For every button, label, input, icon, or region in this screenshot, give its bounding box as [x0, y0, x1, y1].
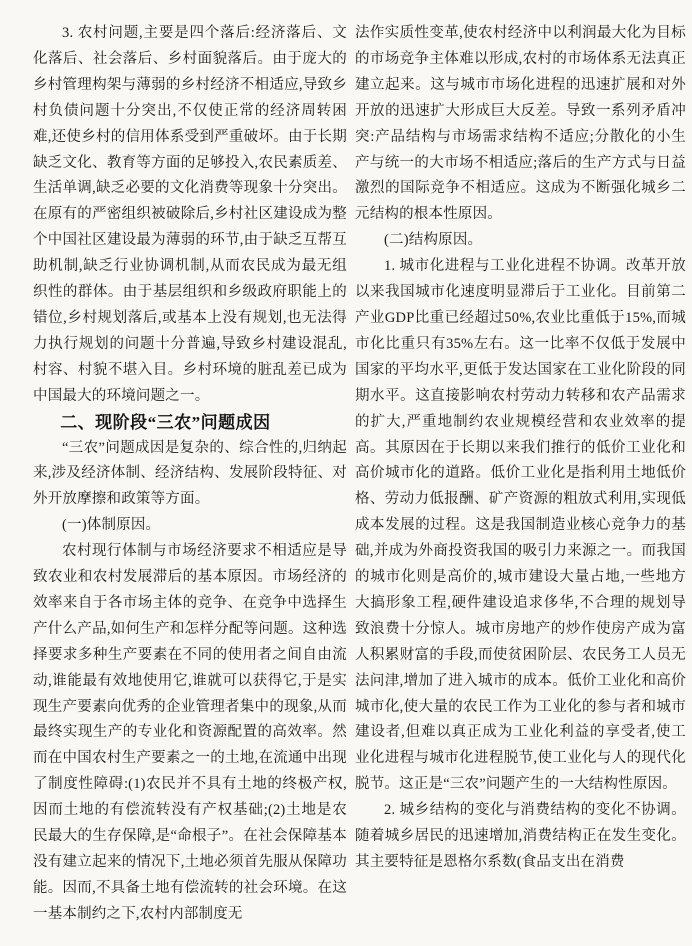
two-column-text-layout [33, 21, 686, 928]
section-heading: 二、现阶段“三农”问题成因 [60, 412, 271, 432]
paragraph: 1. 城市化进程与工业化进程不协调。改革开放以来我国城市化速度明显滞后于工业化。目前第二产业GDP比重已经超过50%,农业比重低于15%,而城市化比重只有35%左右。这一比率不仅低于发展中国家的平均水平,更低于发达国家在工业化阶段的同期水平。这直接影响农村劳动力转移和农产品需求的扩大,严重地制约农业规模经营和农业效率的提高。其原因在于长期以来我们推行的低价工业化和高价城市化的道路。低价工业化是指利用土地低价格、劳动力低报酬、矿产资源的粗放式利用,实现低成本发展的过程。这是我国制造业核心竞争力的基础,并成为外商投资我国的吸引力来源之一。而我国的城市化则是高价的,城市建设大量占地,一些地方大搞形象工程,硬件建设追求侈华,不合理的规划导致浪费十分惊人。城市房地产的炒作使房产成为富人积累财富的手段,而使贫困阶层、农民务工人员无法问津,增加了进入城市的成本。低价工业化和高价城市化,使大量的农民工作为工业化的参与者和城市建设者,但难以真正成为工业化利益的享受者,使工业化进程与城市化进程脱节,使工业化与人的现代化脱节。这正是“三农”问题产生的一大结构性原因。 [355, 258, 686, 793]
paragraph: “三农”问题成因是复杂的、综合性的,归纳起来,涉及经济体制、经济结构、发展阶段特征、对外开放摩擦和政策等方面。 [33, 439, 347, 508]
paragraph: (一)体制原因。 [62, 517, 161, 534]
paragraph: (二)结构原因。 [384, 232, 483, 249]
paragraph: 2. 城乡结构的变化与消费结构的变化不协调。随着城乡居民的迅速增加,消费结构正在发生变化。其主要特征是恩格尔系数(食品支出在消费 [355, 802, 686, 870]
paragraph: 3. 农村问题,主要是四个落后:经济落后、文化落后、社会落后、乡村面貌落后。由于庞大的乡村管理构架与薄弱的乡村经济不相适应,导致乡村负债问题十分突出,不仅使正常的经济周转困难,还使乡村的信用体系受到严重破坏。由于长期缺乏文化、教育等方面的足够投入,农民素质差、生活单调,缺乏必要的文化消费等现象十分突出。在原有的严密组织被破除后,乡村社区建设成为整个中国社区建设最为薄弱的环节,由于缺乏互帮互助机制,缺乏行业协调机制,从而农民成为最无组织性的群体。由于基层组织和乡级政府职能上的错位,乡村规划落后,或基本上没有规划,也无法得力执行规划的问题十分普遍,导致乡村建设混乱,村容、村貌不堪入目。乡村环境的脏乱差已成为中国最大的环境问题之一。 [33, 25, 347, 404]
paragraph: 农村现行体制与市场经济要求不相适应是导致农业和农村发展滞后的基本原因。市场经济的效率来自于各市场主体的竞争、在竞争中选择生产什么产品,如何生产和怎样分配等问题。这种选择要求多种生产要素在不同的使用者之间自由流动,谁能最有效地使用它,谁就可以获得它,于是实现生产要素向优秀的企业管理者集中的现象,从而最终实现生产的专业化和资源配置的高效率。然而在中国农村生产要素之一的土地,在流通中出现了制度性障碍:(1)农民并不具有土地的终极产权,因而土地的有偿流转没有产权基础;(2)土地是农民最大的生存保障,是“命根子”。在社会保障基本没有建立起来的情况下,土地必须首先服从保障功能。因而,不具备土地有偿流转的社会环境。在这一基本制约之下,农村内部制度无 [33, 543, 347, 922]
text-column-right [355, 21, 686, 928]
text-column-left [33, 21, 347, 928]
paragraph: 法作实质性变革,使农村经济中以利润最大化为目标的市场竞争主体难以形成,农村的市场体系无法真正建立起来。这与城市市场化进程的迅速扩展和对外开放的迅速扩大形成巨大反差。导致一系列矛盾冲突:产品结构与市场需求结构不适应;分散化的小生产与统一的大市场不相适应;落后的生产方式与日益激烈的国际竞争不相适应。这成为不断强化城乡二元结构的根本性原因。 [355, 25, 686, 223]
